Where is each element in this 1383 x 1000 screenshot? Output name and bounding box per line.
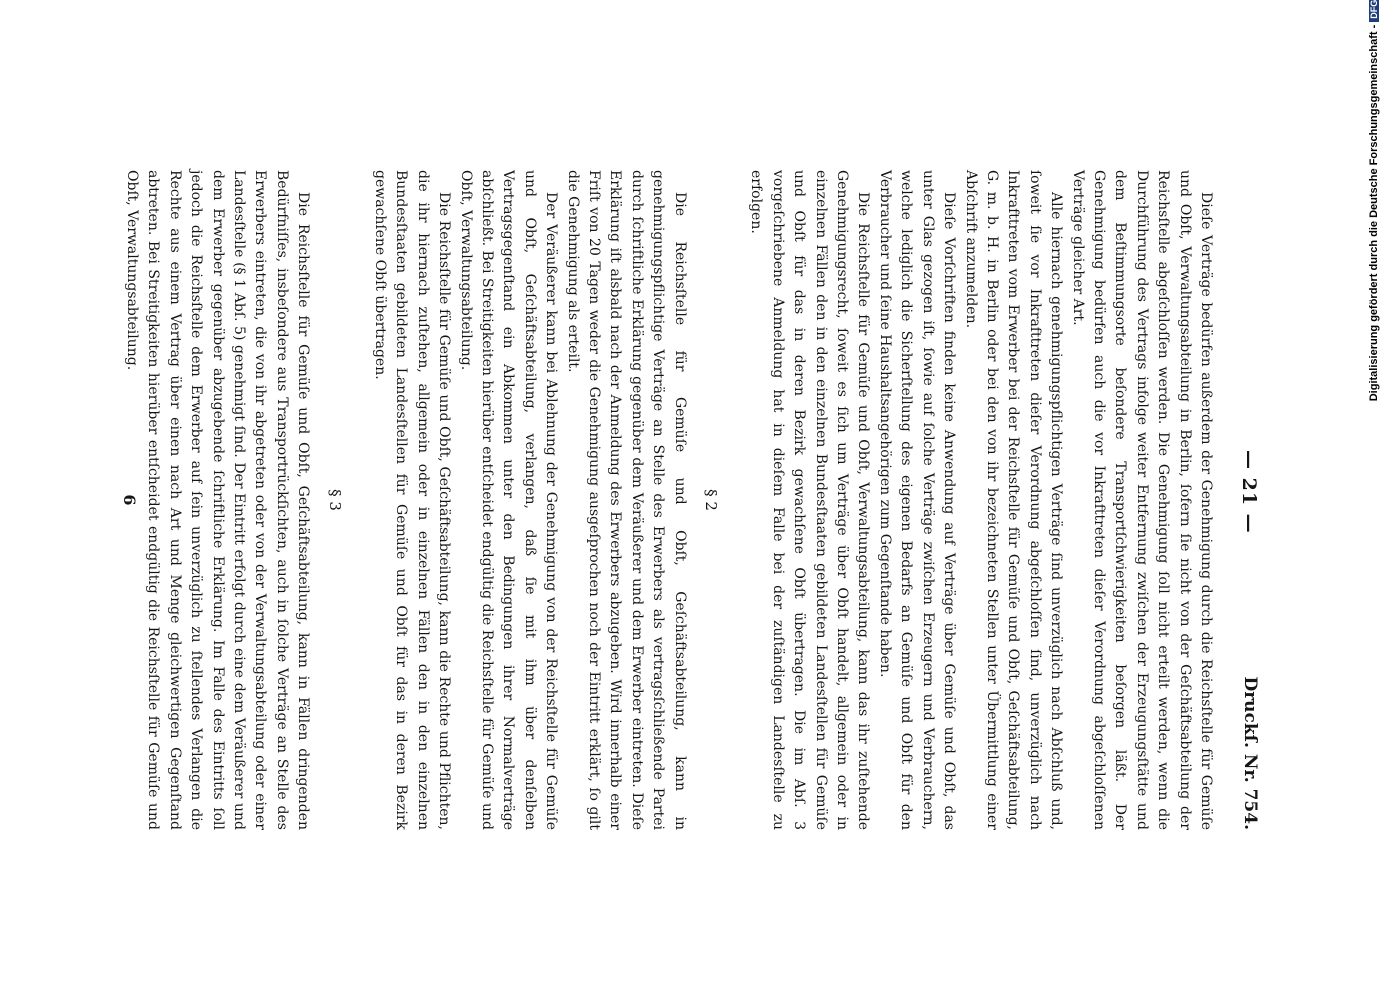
paragraph-2: Alle hiernach genehmigungspflichtigen Verträge ſind unverzüglich nach Abſchluß und, ſoweit ſie vor Inkrafttreten dieſer Verordnung abgeſchloſſen ſind, unverzüglich nach Inkrafttreten vom Erwerber bei der Reichsſtelle für Gemüſe und Obſt, Geſchäftsabteilung, G. m. b. H. in Berlin oder bei den von ihr bezeichneten Stellen unter Übermittlung einer Abſchrift anzumelden. [962,170,1065,830]
digitization-note-text: Digitalisierung gefördert durch die Deutsche Forschungsgemeinschaft - [1368,24,1380,402]
section-2-paragraph-2: Der Veräußerer kann bei Ablehnung der Genehmigung von der Reichsſtelle für Gemüſe und Obſt, Geſchäftsabteilung, verlangen, daß ſie mit ihm über denſelben Vertragsgegenſtand ein Abkommen unter den Bedingungen ihrer Normalverträge abſchließt. Bei Streitigkeiten hierüber entſcheidet endgültig die Reichsſtelle für Gemüſe und Obſt, Verwaltungsabteilung. [457,170,560,830]
section-3-paragraph-1: Die Reichsſtelle für Gemüſe und Obſt, Geſchäftsabteilung, kann in Fällen dringenden Bedürfniſſes, insbeſondere aus Transportrückſichten, auch in ſolche Verträge an Stelle des Erwerbers eintreten, die von ihr abgetreten oder von der Verwaltungsabteilung oder einer Landesſtelle (§ 1 Abſ. 5) genehmigt ſind. Der Eintritt erfolgt durch eine dem Veräußerer und dem Erwerber gegenüber abzugebende ſchriftliche Erklärung. Im Falle des Eintritts ſoll jedoch die Reichsſtelle dem Erwerber auf ſein unverzüglich zu ſtellendes Verlangen die Rechte aus einem Vertrag über einen nach Art und Menge gleichwertigen Gegenſtand abtreten. Bei Streitigkeiten hierüber entſcheidet endgültig die Reichsſtelle für Gemüſe und Obſt, Verwaltungsabteilung. [123,170,312,830]
dfg-logo: DFG [1369,0,1379,22]
paragraph-1: Dieſe Verträge bedürfen außerdem der Genehmigung durch die Reichsſtelle für Gemüſe und Obſt, Verwaltungsabteilung in Berlin, ſofern ſie nicht von der Geſchäftsabteilung der Reichsſtelle abgeſchloſſen werden. Die Genehmigung ſoll nicht erteilt werden, wenn die Durchführung des Vertrags infolge weiter Entfernung zwiſchen der Erzeugungsſtätte und dem Beſtimmungsorte beſondere Transportſchwierigkeiten beſorgen läßt. Der Genehmigung bedürfen auch die vor Inkrafttreten dieſer Verordnung abgeſchloſſenen Verträge gleicher Art. [1069,170,1214,830]
page-header [1230,170,1260,830]
section-2-paragraph-3: Die Reichsſtelle für Gemüſe und Obſt, Geſchäftsabteilung, kann die Rechte und Pflichten, die ihr hiernach zuſtehen, allgemein oder in einzelnen Fällen den in den einzelnen Bundesſtaaten gebildeten Landesſtellen für Gemüſe und Obſt für das in deren Bezirk gewachſene Obſt übertragen. [371,170,453,830]
section-heading-3: § 3 [325,489,344,511]
document-page [120,170,1260,830]
paragraph-4: Die Reichsſtelle für Gemüſe und Obſt, Verwaltungsabteilung, kann das ihr zuſtehende Genehmigungsrecht, ſoweit es ſich um Verträge über Obſt handelt, allgemein oder in einzelnen Fällen den in den einzelnen Bundesſtaaten gebildeten Landesſtellen für Gemüſe und Obſt für das in deren Bezirk gewachſene Obſt übertragen. Die im Abſ. 3 vorgeſchriebene Anmeldung hat in dieſem Falle bei der zuſtändigen Landesſtelle zu erfolgen. [748,170,872,830]
paragraph-3: Dieſe Vorſchriften finden keine Anwendung auf Verträge über Gemüſe und Obſt, das unter Glas gezogen iſt, ſowie auf ſolche Verträge zwiſchen Erzeugern und Verbrauchern, welche lediglich die Sicherſtellung des eigenen Bedarfs an Gemüſe und Obſt für den Verbraucher und ſeine Haushaltsangehörigen zum Gegenſtande haben. [876,170,958,830]
section-heading-2: § 2 [702,489,721,511]
sheet-number: 6 [120,494,139,506]
body-text [121,170,1217,830]
section-2-paragraph-1: Die Reichsſtelle für Gemüſe und Obſt, Geſchäftsabteilung, kann in genehmigungspflichtige Verträge an Stelle des Erwerbers als vertragsſchließende Partei durch ſchriftliche Erklärung gegenüber dem Veräußerer und dem Erwerber eintreten. Dieſe Erklärung iſt alsbald nach der Anmeldung des Erwerbers abzugeben. Wird innerhalb einer Friſt von 20 Tagen weder die Genehmigung ausgeſprochen noch der Eintritt erklärt, ſo gilt die Genehmigung als erteilt. [564,170,688,830]
print-reference: Druckſ. Nr. 754. [1240,676,1260,830]
page-number: — 21 — [1238,450,1260,534]
